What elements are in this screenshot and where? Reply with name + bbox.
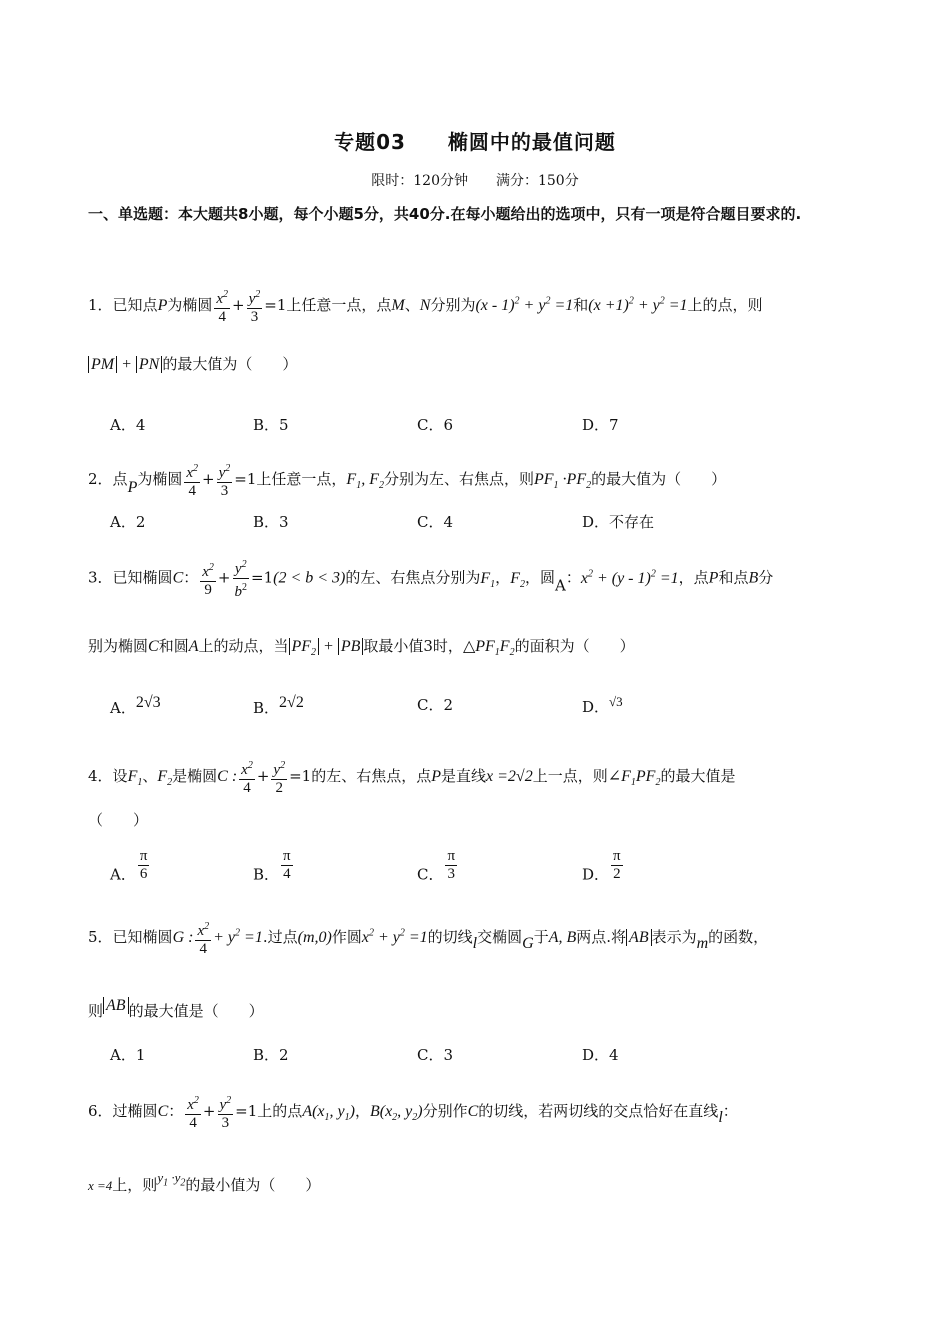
q2-dot-product: $PF_1 \cdot PF_2$	[534, 471, 592, 492]
q1-eq1: $(x - 1)^2 + y^2 =1$	[475, 295, 574, 314]
q4-text: 设	[112, 767, 128, 785]
question-3-line2	[88, 634, 878, 665]
q4-frac-x: $\frac{x^2}{4}$	[239, 757, 255, 797]
q1-number: 1．	[88, 296, 113, 314]
q4-text: 的最大值是	[660, 767, 736, 785]
q5-text: .过点	[262, 928, 298, 946]
q5-text: 两点.将	[576, 928, 627, 946]
q1-frac-x: $\frac{x^2}{4}$	[214, 286, 230, 326]
question-5-line2	[88, 994, 878, 1023]
q6-text: 分别作	[422, 1102, 468, 1120]
q1-text: 分别为	[430, 296, 476, 314]
question-6: 6．过椭圆C： $\frac{x^2}{4}$ + $\frac{y^2}{3}$ =1上的点$A(x_1$, $y_1$)，$B(x_2$, $y_2$)分别作C的切线，若两切线的交点恰好在直线l：	[88, 1092, 878, 1132]
page-subtitle: 限时：120分钟 满分：150分	[371, 173, 579, 189]
q5-eq: + $y^2 =1$	[213, 927, 263, 946]
q5-frac-x: $\frac{x^2}{4}$	[195, 918, 211, 958]
q5-point: (m,0)	[297, 929, 332, 946]
option-c[interactable]: C． $\frac{\pi}{3}$	[417, 848, 456, 884]
q2-text: 点	[112, 470, 128, 488]
q6-var: C	[467, 1103, 479, 1120]
option-b[interactable]: B．2	[253, 1046, 289, 1064]
q3-text: ，圆	[524, 568, 555, 587]
option-b[interactable]: B．2√2	[253, 694, 304, 717]
option-c[interactable]: C．2	[417, 696, 454, 714]
q5-ellipse-g: G	[522, 935, 534, 952]
q3-f1: $F_1$	[480, 569, 496, 590]
q1-text: 上任意一点，点	[286, 296, 392, 314]
q2-var: P	[127, 479, 138, 496]
q5-text: 表示为	[651, 928, 697, 946]
q4-number: 4．	[88, 767, 113, 785]
option-b[interactable]: B．5	[253, 416, 289, 434]
question-4-line2	[88, 808, 878, 832]
q6-text: 过椭圆	[112, 1102, 158, 1120]
q6-product: $y_1 \cdot y_2$	[157, 1170, 186, 1189]
q5-text: 已知椭圆	[112, 928, 173, 946]
question-5	[88, 918, 878, 958]
q3-var: A	[554, 576, 566, 595]
page-title: 专题03 椭圆中的最值问题	[334, 130, 616, 154]
q5-number: 5．	[88, 928, 113, 946]
q6-text: 的最小值为（ ）	[185, 1176, 321, 1194]
q1-var: M	[391, 297, 405, 314]
q2-text: 为椭圆	[137, 470, 183, 488]
q5-line-l: l	[472, 935, 478, 952]
q3-text: 和点	[718, 568, 749, 587]
q2-number: 2．	[88, 470, 113, 488]
q5-text: 则	[88, 1002, 104, 1020]
q3-text: 已知椭圆	[112, 568, 173, 587]
q4-frac-y: $\frac{y^2}{2}$	[271, 757, 287, 797]
q3-text: ：	[183, 568, 199, 587]
q5-text: 的切线	[427, 928, 473, 946]
q3-text: ，点	[678, 568, 709, 587]
q4-text: 是直线	[441, 767, 487, 785]
q3-var: A	[188, 638, 199, 655]
option-d[interactable]: D．4	[582, 1046, 619, 1064]
q6-text: 的切线，若两切线的交点恰好在直线	[478, 1102, 719, 1120]
q2-text: 的最大值为（ ）	[591, 470, 727, 488]
q6-frac-x: $\frac{x^2}{4}$	[185, 1092, 201, 1132]
q3-text: 别为椭圆	[88, 637, 149, 655]
question-2: 2．点P为椭圆 $\frac{x^2}{4}$ + $\frac{y^2}{3}$ =1上任意一点，$F_1$, $F_2$分别为左、右焦点，则$PF_1 \cdot PF_2$的最大值为（ ）	[88, 460, 878, 500]
q3-triangle: $\triangle PF_1F_2$	[462, 638, 515, 659]
option-c[interactable]: C．4	[417, 513, 454, 531]
q1-text: 、	[404, 296, 420, 314]
q3-text: 上的动点，当	[198, 637, 289, 655]
q3-text: 和圆	[158, 637, 189, 655]
option-c[interactable]: C．6	[417, 416, 454, 434]
q6-frac-y: $\frac{y^2}{3}$	[218, 1092, 234, 1132]
q3-number: 3．	[88, 568, 113, 587]
q3-text: 分	[758, 568, 774, 587]
q1-eq2: $(x +1)^2 + y^2 =1$	[588, 295, 688, 314]
q5-text: 交椭圆	[477, 928, 523, 946]
q6-point-b: $B(x_2$, $y_2$)	[369, 1103, 423, 1124]
q4-text: 是椭圆	[172, 767, 218, 785]
q3-var: C	[172, 569, 184, 587]
option-a[interactable]: A．2	[110, 513, 146, 531]
section-heading: 一、单选题：本大题共8小题，每个小题5分，共40分.在每小题给出的选项中，只有一项是符合题目要求的.	[88, 205, 802, 223]
q1-text: 上的点，则	[687, 296, 763, 314]
question-1: 1．已知点P为椭圆 $\frac{x^2}{4}$ + $\frac{y^2}{3}$ =1上任意一点，点M、N分别为$(x - 1)^2 + y^2 =1$和$(x +1)^2 + y^2 =1$上的点，则	[88, 286, 878, 326]
q1-tail: 的最大值为（ ）	[162, 355, 298, 373]
option-a[interactable]: A．1	[110, 1046, 146, 1064]
option-b[interactable]: B．3	[253, 513, 289, 531]
q4-angle: $\angle F_1PF_2$	[607, 768, 661, 789]
question-3: 3．已知椭圆C： $\frac{x^2}{9}$ + $\frac{y^2}{b^2}$ =1(2 < b < 3)的左、右焦点分别为$F_1$，$F_2$，圆A：$x^2 + (y - 1)^2 =1$，点P和点B分	[88, 556, 878, 601]
q6-text: ，	[354, 1102, 370, 1120]
q6-text: 上的点	[257, 1102, 303, 1120]
q5-points-ab: A, B	[548, 929, 577, 946]
option-a[interactable]: A．4	[110, 416, 146, 434]
option-d[interactable]: D．√3	[582, 694, 623, 716]
q3-var: P	[708, 569, 719, 587]
q2-text: 上任意一点，	[256, 470, 347, 488]
q6-number: 6．	[88, 1102, 113, 1120]
q6-text: 上，则	[112, 1176, 158, 1194]
q6-line-l: l	[718, 1109, 723, 1126]
q5-text: 作圆	[331, 928, 362, 946]
option-d[interactable]: D． $\frac{\pi}{2}$	[582, 848, 621, 884]
q1-options	[110, 414, 810, 442]
q6-point-a: $A(x_1$, $y_1$)	[302, 1103, 355, 1124]
question-1-line2	[88, 352, 878, 377]
q5-text: 的最大值是（ ）	[128, 1002, 264, 1020]
q4-text: 、	[142, 767, 158, 785]
q3-abs-expr: $PF_2$ + PB	[289, 638, 364, 655]
q3-text: ：	[565, 568, 581, 587]
q5-abs-ab: AB	[626, 929, 652, 946]
q3-text: 取最小值3时，	[363, 637, 463, 655]
q3-options	[110, 694, 810, 722]
q1-var: N	[419, 297, 431, 314]
q3-frac-x: $\frac{x^2}{9}$	[200, 559, 216, 599]
q5-options	[110, 1044, 810, 1072]
q3-circle-eq: $x^2 + (y - 1)^2 =1$	[580, 568, 679, 587]
q4-line-eq: x =2√2	[486, 768, 533, 785]
q1-abs-expr: PM + PN	[88, 356, 162, 373]
q3-var: B	[748, 569, 759, 587]
option-c[interactable]: C．3	[417, 1046, 454, 1064]
q4-text: （ ）	[88, 811, 149, 829]
q5-text: 于	[533, 928, 549, 946]
q3-text: ，	[495, 568, 511, 587]
q5-var-m: m	[696, 935, 709, 952]
q2-foci: $F_1$, $F_2$	[346, 471, 384, 492]
q6-text: ：	[722, 1102, 738, 1120]
option-b[interactable]: B． $\frac{\pi}{4}$	[253, 848, 291, 884]
q4-options	[110, 848, 810, 888]
q2-text: 分别为左、右焦点，则	[383, 470, 534, 488]
q4-f2: $F_2$	[157, 768, 173, 789]
q4-text: 的左、右焦点，点	[311, 767, 432, 785]
q3-text: 的面积为（ ）	[514, 637, 635, 655]
q1-text: 已知点	[112, 296, 158, 314]
q4-f1: $F_1$	[127, 768, 143, 789]
q3-frac-y: $\frac{y^2}{b^2}$	[233, 556, 250, 601]
q5-circle-eq: $x^2 + y^2 =1$	[361, 927, 428, 946]
q1-var: P	[157, 297, 168, 314]
q5-ellipse-name: G :	[172, 929, 194, 946]
q6-var: C	[157, 1103, 169, 1120]
q4-ellipse-name: C :	[217, 768, 238, 785]
q2-options	[110, 511, 810, 539]
option-d[interactable]: D．7	[582, 416, 619, 434]
q3-f2: $F_2$	[510, 569, 525, 590]
question-6-line2	[88, 1166, 878, 1198]
q1-text: 为椭圆	[167, 296, 213, 314]
q6-text: ：	[168, 1102, 184, 1120]
option-d[interactable]: D．不存在	[582, 513, 655, 531]
q3-condition: (2 < b < 3)	[273, 569, 346, 587]
q6-line-eq: x =4	[88, 1178, 113, 1193]
q1-frac-y: $\frac{y^2}{3}$	[247, 286, 263, 326]
option-a[interactable]: A． $\frac{\pi}{6}$	[110, 848, 148, 884]
q2-frac-x: $\frac{x^2}{4}$	[184, 460, 200, 500]
q3-text: 的左、右焦点分别为	[345, 568, 481, 587]
q5-text: 的函数，	[708, 928, 769, 946]
question-4: 4．设$F_1$、$F_2$是椭圆C : $\frac{x^2}{4}$ + $\frac{y^2}{2}$ =1的左、右焦点，点P是直线x =2√2上一点，则$\angle F_1PF_2$的最大值是	[88, 757, 878, 797]
q4-text: 上一点，则	[532, 767, 608, 785]
q2-frac-y: $\frac{y^2}{3}$	[217, 460, 233, 500]
q1-text: 和	[573, 296, 589, 314]
q5-abs-ab: AB	[103, 997, 129, 1014]
option-a[interactable]: A．2√3	[110, 694, 161, 717]
q3-var: C	[148, 638, 159, 655]
q4-var: P	[431, 768, 441, 785]
